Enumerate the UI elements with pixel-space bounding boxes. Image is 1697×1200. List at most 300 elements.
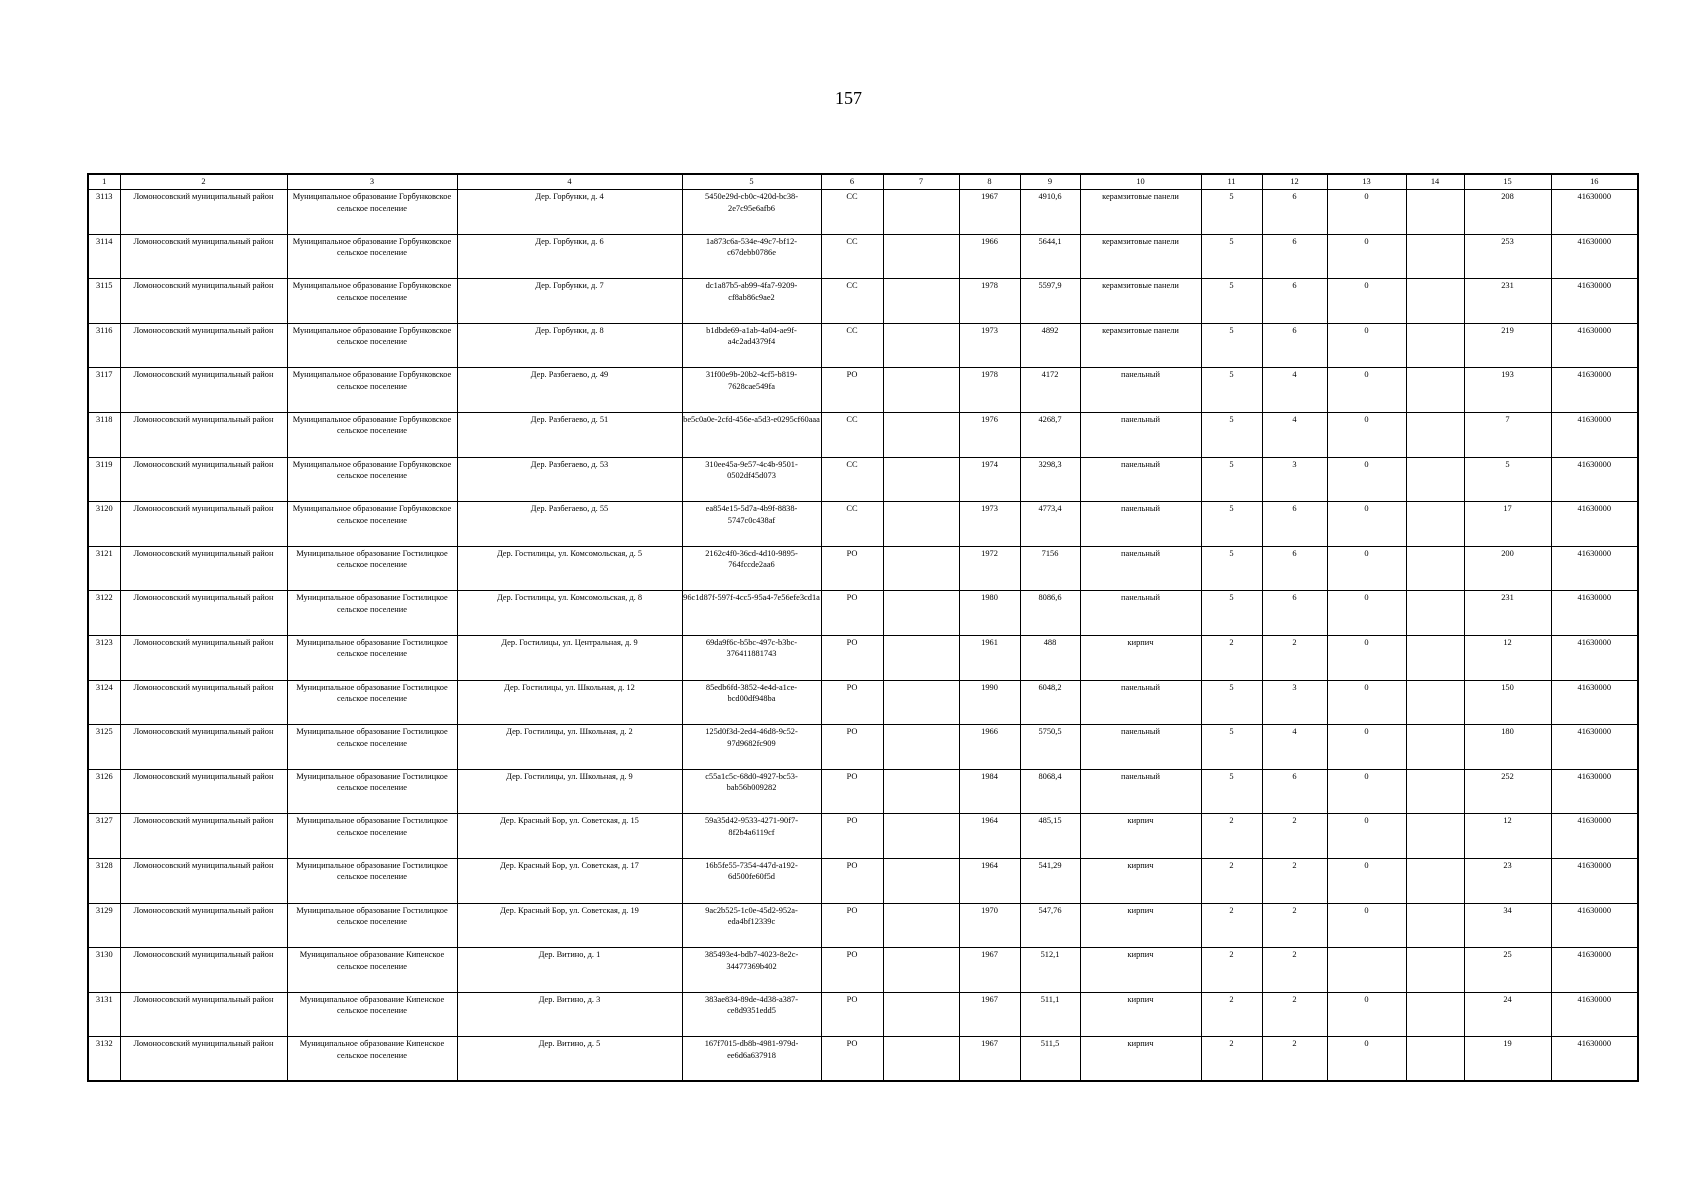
cell-residents: 17 [1464,502,1551,547]
cell-oktmo-code: 41630000 [1551,502,1638,547]
table-row [88,635,1638,680]
cell-district: Ломоносовский муниципальный район [120,412,287,457]
cell-year-built: 1966 [959,725,1020,770]
cell-year-built: 1972 [959,546,1020,591]
cell-residents: 12 [1464,635,1551,680]
cell-col-14 [1406,635,1464,680]
cell-residents: 208 [1464,190,1551,235]
cell-municipality: Муниципальное образование Гостилицкое сельское поселение [287,635,457,680]
cell-total-area: 8086,6 [1020,591,1080,636]
cell-entrances: 2 [1262,814,1327,859]
cell-row-number: 3121 [88,546,120,591]
cell-wall-material: кирпич [1080,948,1201,993]
cell-entrances: 6 [1262,769,1327,814]
cell-entrances: 3 [1262,680,1327,725]
cell-oktmo-code: 41630000 [1551,368,1638,413]
cell-district: Ломоносовский муниципальный район [120,279,287,324]
cell-wall-material: кирпич [1080,858,1201,903]
cell-year-built: 1984 [959,769,1020,814]
cell-house-guid: 125d0f3d-2ed4-46d8-9c52-97d9682fc909 [682,725,821,770]
cell-row-number: 3128 [88,858,120,903]
cell-total-area: 5644,1 [1020,234,1080,279]
cell-management-type: СС [821,457,883,502]
cell-floors: 5 [1201,769,1262,814]
cell-floors: 5 [1201,457,1262,502]
cell-municipality: Муниципальное образование Кипенское сельское поселение [287,992,457,1037]
cell-col-7 [883,725,959,770]
cell-district: Ломоносовский муниципальный район [120,635,287,680]
cell-total-area: 5597,9 [1020,279,1080,324]
cell-residents: 23 [1464,858,1551,903]
cell-house-guid: 16b5fe55-7354-447d-a192-6d500fe60f5d [682,858,821,903]
column-header-3: 3 [287,174,457,190]
cell-col-14 [1406,190,1464,235]
table-row [88,858,1638,903]
cell-floors: 2 [1201,903,1262,948]
cell-col-14 [1406,412,1464,457]
cell-district: Ломоносовский муниципальный район [120,502,287,547]
cell-col-14 [1406,948,1464,993]
cell-col-7 [883,234,959,279]
cell-house-guid: b1dbde69-a1ab-4a04-ae9f-a4c2ad4379f4 [682,323,821,368]
cell-address: Дер. Гостилицы, ул. Центральная, д. 9 [457,635,682,680]
cell-residents: 34 [1464,903,1551,948]
table-row [88,457,1638,502]
cell-col-14 [1406,457,1464,502]
cell-oktmo-code: 41630000 [1551,948,1638,993]
cell-col-13: 0 [1327,858,1406,903]
cell-house-guid: c55a1c5c-68d0-4927-bc53-bab56b009282 [682,769,821,814]
cell-floors: 5 [1201,680,1262,725]
cell-district: Ломоносовский муниципальный район [120,992,287,1037]
cell-col-7 [883,858,959,903]
cell-col-14 [1406,234,1464,279]
cell-col-7 [883,992,959,1037]
cell-house-guid: 96c1d87f-597f-4cc5-95a4-7e56efe3cd1a [682,591,821,636]
cell-col-13: 0 [1327,190,1406,235]
cell-total-area: 511,1 [1020,992,1080,1037]
cell-col-7 [883,814,959,859]
cell-district: Ломоносовский муниципальный район [120,546,287,591]
cell-floors: 5 [1201,368,1262,413]
cell-house-guid: 1a873c6a-534e-49c7-bf12-c67debb0786e [682,234,821,279]
cell-row-number: 3130 [88,948,120,993]
cell-entrances: 6 [1262,323,1327,368]
cell-row-number: 3125 [88,725,120,770]
cell-total-area: 8068,4 [1020,769,1080,814]
cell-address: Дер. Разбегаево, д. 51 [457,412,682,457]
cell-floors: 5 [1201,725,1262,770]
cell-district: Ломоносовский муниципальный район [120,903,287,948]
cell-management-type: РО [821,769,883,814]
cell-col-14 [1406,368,1464,413]
cell-address: Дер. Горбунки, д. 4 [457,190,682,235]
cell-address: Дер. Горбунки, д. 7 [457,279,682,324]
cell-district: Ломоносовский муниципальный район [120,858,287,903]
cell-house-guid: 310ee45a-9e57-4c4b-9501-0502df45d073 [682,457,821,502]
cell-row-number: 3113 [88,190,120,235]
cell-floors: 5 [1201,591,1262,636]
cell-wall-material: панельный [1080,502,1201,547]
cell-col-14 [1406,725,1464,770]
cell-address: Дер. Красный Бор, ул. Советская, д. 15 [457,814,682,859]
cell-residents: 7 [1464,412,1551,457]
cell-col-13: 0 [1327,546,1406,591]
cell-floors: 2 [1201,1037,1262,1082]
cell-year-built: 1964 [959,814,1020,859]
column-header-15: 15 [1464,174,1551,190]
cell-oktmo-code: 41630000 [1551,814,1638,859]
cell-municipality: Муниципальное образование Гостилицкое сельское поселение [287,769,457,814]
cell-entrances: 6 [1262,591,1327,636]
cell-municipality: Муниципальное образование Гостилицкое сельское поселение [287,680,457,725]
cell-entrances: 6 [1262,234,1327,279]
cell-row-number: 3117 [88,368,120,413]
cell-municipality: Муниципальное образование Гостилицкое сельское поселение [287,546,457,591]
cell-entrances: 2 [1262,1037,1327,1082]
cell-district: Ломоносовский муниципальный район [120,323,287,368]
cell-total-area: 4268,7 [1020,412,1080,457]
cell-house-guid: 385493e4-bdb7-4023-8e2c-34477369b402 [682,948,821,993]
cell-total-area: 7156 [1020,546,1080,591]
table-body [88,190,1638,1082]
cell-year-built: 1970 [959,903,1020,948]
cell-municipality: Муниципальное образование Горбунковское сельское поселение [287,279,457,324]
cell-col-13: 0 [1327,591,1406,636]
cell-management-type: РО [821,635,883,680]
cell-col-7 [883,190,959,235]
cell-management-type: РО [821,858,883,903]
cell-col-14 [1406,546,1464,591]
cell-residents: 231 [1464,591,1551,636]
cell-total-area: 547,76 [1020,903,1080,948]
table-row [88,190,1638,235]
cell-row-number: 3131 [88,992,120,1037]
cell-col-14 [1406,769,1464,814]
cell-col-7 [883,457,959,502]
page-number: 157 [835,88,862,108]
cell-col-7 [883,948,959,993]
cell-col-13: 0 [1327,725,1406,770]
cell-floors: 5 [1201,190,1262,235]
cell-wall-material: панельный [1080,546,1201,591]
cell-col-13 [1327,948,1406,993]
cell-col-13: 0 [1327,1037,1406,1082]
table-row [88,234,1638,279]
table-row [88,412,1638,457]
cell-year-built: 1967 [959,190,1020,235]
cell-total-area: 488 [1020,635,1080,680]
cell-col-14 [1406,814,1464,859]
column-header-6: 6 [821,174,883,190]
cell-wall-material: панельный [1080,412,1201,457]
column-header-9: 9 [1020,174,1080,190]
cell-floors: 5 [1201,323,1262,368]
table-row [88,769,1638,814]
cell-entrances: 3 [1262,457,1327,502]
cell-house-guid: dc1a87b5-ab99-4fa7-9209-cf8ab86c9ae2 [682,279,821,324]
cell-oktmo-code: 41630000 [1551,858,1638,903]
cell-residents: 5 [1464,457,1551,502]
cell-col-7 [883,591,959,636]
table-row [88,903,1638,948]
cell-address: Дер. Гостилицы, ул. Комсомольская, д. 8 [457,591,682,636]
cell-oktmo-code: 41630000 [1551,190,1638,235]
column-header-13: 13 [1327,174,1406,190]
cell-wall-material: керамзитовые панели [1080,323,1201,368]
cell-total-area: 3298,3 [1020,457,1080,502]
cell-residents: 24 [1464,992,1551,1037]
cell-col-13: 0 [1327,323,1406,368]
cell-municipality: Муниципальное образование Горбунковское сельское поселение [287,190,457,235]
cell-wall-material: панельный [1080,680,1201,725]
cell-residents: 180 [1464,725,1551,770]
cell-municipality: Муниципальное образование Гостилицкое сельское поселение [287,858,457,903]
cell-year-built: 1966 [959,234,1020,279]
cell-total-area: 511,5 [1020,1037,1080,1082]
cell-col-14 [1406,992,1464,1037]
cell-year-built: 1974 [959,457,1020,502]
column-header-5: 5 [682,174,821,190]
cell-wall-material: кирпич [1080,903,1201,948]
cell-floors: 2 [1201,992,1262,1037]
cell-col-13: 0 [1327,680,1406,725]
cell-wall-material: панельный [1080,725,1201,770]
cell-row-number: 3114 [88,234,120,279]
cell-address: Дер. Красный Бор, ул. Советская, д. 19 [457,903,682,948]
cell-col-7 [883,635,959,680]
cell-municipality: Муниципальное образование Горбунковское сельское поселение [287,457,457,502]
cell-address: Дер. Гостилицы, ул. Школьная, д. 2 [457,725,682,770]
cell-wall-material: кирпич [1080,814,1201,859]
table-row [88,814,1638,859]
cell-residents: 12 [1464,814,1551,859]
cell-wall-material: кирпич [1080,1037,1201,1082]
cell-row-number: 3122 [88,591,120,636]
cell-management-type: РО [821,992,883,1037]
cell-wall-material: керамзитовые панели [1080,190,1201,235]
cell-house-guid: 59a35d42-9533-4271-90f7-8f2b4a6119cf [682,814,821,859]
cell-oktmo-code: 41630000 [1551,725,1638,770]
cell-municipality: Муниципальное образование Горбунковское сельское поселение [287,368,457,413]
cell-oktmo-code: 41630000 [1551,591,1638,636]
cell-address: Дер. Разбегаево, д. 49 [457,368,682,413]
cell-col-13: 0 [1327,412,1406,457]
cell-residents: 19 [1464,1037,1551,1082]
cell-district: Ломоносовский муниципальный район [120,591,287,636]
cell-row-number: 3115 [88,279,120,324]
cell-residents: 252 [1464,769,1551,814]
cell-municipality: Муниципальное образование Кипенское сельское поселение [287,948,457,993]
cell-entrances: 2 [1262,903,1327,948]
cell-management-type: СС [821,502,883,547]
cell-municipality: Муниципальное образование Горбунковское сельское поселение [287,412,457,457]
table-row [88,591,1638,636]
cell-address: Дер. Гостилицы, ул. Школьная, д. 9 [457,769,682,814]
column-header-16: 16 [1551,174,1638,190]
cell-entrances: 2 [1262,992,1327,1037]
cell-total-area: 541,29 [1020,858,1080,903]
cell-entrances: 6 [1262,190,1327,235]
cell-residents: 150 [1464,680,1551,725]
cell-wall-material: кирпич [1080,992,1201,1037]
cell-address: Дер. Витино, д. 5 [457,1037,682,1082]
cell-residents: 231 [1464,279,1551,324]
cell-floors: 2 [1201,948,1262,993]
cell-municipality: Муниципальное образование Гостилицкое сельское поселение [287,814,457,859]
cell-management-type: СС [821,279,883,324]
cell-management-type: РО [821,368,883,413]
cell-row-number: 3119 [88,457,120,502]
cell-house-guid: 2162c4f0-36cd-4d10-9895-764fccde2aa6 [682,546,821,591]
cell-address: Дер. Горбунки, д. 6 [457,234,682,279]
cell-year-built: 1978 [959,279,1020,324]
cell-col-13: 0 [1327,457,1406,502]
cell-district: Ломоносовский муниципальный район [120,190,287,235]
cell-oktmo-code: 41630000 [1551,546,1638,591]
cell-address: Дер. Красный Бор, ул. Советская, д. 17 [457,858,682,903]
cell-row-number: 3123 [88,635,120,680]
cell-address: Дер. Горбунки, д. 8 [457,323,682,368]
cell-entrances: 2 [1262,635,1327,680]
cell-row-number: 3126 [88,769,120,814]
cell-entrances: 2 [1262,948,1327,993]
cell-col-13: 0 [1327,992,1406,1037]
cell-management-type: СС [821,234,883,279]
cell-district: Ломоносовский муниципальный район [120,814,287,859]
cell-col-13: 0 [1327,368,1406,413]
cell-oktmo-code: 41630000 [1551,279,1638,324]
cell-floors: 5 [1201,234,1262,279]
cell-address: Дер. Витино, д. 3 [457,992,682,1037]
cell-col-7 [883,546,959,591]
cell-management-type: РО [821,546,883,591]
table-row [88,546,1638,591]
cell-total-area: 4773,4 [1020,502,1080,547]
cell-year-built: 1967 [959,992,1020,1037]
cell-floors: 2 [1201,814,1262,859]
cell-col-14 [1406,502,1464,547]
cell-residents: 219 [1464,323,1551,368]
cell-district: Ломоносовский муниципальный район [120,769,287,814]
cell-year-built: 1978 [959,368,1020,413]
cell-residents: 193 [1464,368,1551,413]
cell-row-number: 3120 [88,502,120,547]
column-header-2: 2 [120,174,287,190]
cell-col-7 [883,502,959,547]
cell-address: Дер. Гостилицы, ул. Школьная, д. 12 [457,680,682,725]
table-row [88,948,1638,993]
cell-col-13: 0 [1327,769,1406,814]
cell-year-built: 1964 [959,858,1020,903]
column-header-7: 7 [883,174,959,190]
cell-municipality: Муниципальное образование Кипенское сельское поселение [287,1037,457,1082]
cell-oktmo-code: 41630000 [1551,323,1638,368]
cell-entrances: 4 [1262,725,1327,770]
cell-total-area: 512,1 [1020,948,1080,993]
cell-year-built: 1967 [959,948,1020,993]
cell-col-7 [883,279,959,324]
cell-management-type: СС [821,323,883,368]
cell-district: Ломоносовский муниципальный район [120,948,287,993]
housing-register-table [87,173,1639,1082]
cell-row-number: 3132 [88,1037,120,1082]
cell-col-7 [883,368,959,413]
cell-wall-material: керамзитовые панели [1080,234,1201,279]
cell-district: Ломоносовский муниципальный район [120,1037,287,1082]
cell-management-type: РО [821,903,883,948]
cell-management-type: РО [821,1037,883,1082]
cell-col-7 [883,769,959,814]
cell-house-guid: 5450e29d-cb0c-420d-bc38-2e7c95e6afb6 [682,190,821,235]
cell-floors: 5 [1201,546,1262,591]
cell-oktmo-code: 41630000 [1551,635,1638,680]
column-header-4: 4 [457,174,682,190]
cell-year-built: 1967 [959,1037,1020,1082]
cell-oktmo-code: 41630000 [1551,457,1638,502]
cell-house-guid: 31f00e9b-20b2-4cf5-b819-7628cae549fa [682,368,821,413]
cell-year-built: 1980 [959,591,1020,636]
cell-municipality: Муниципальное образование Горбунковское сельское поселение [287,234,457,279]
cell-col-14 [1406,591,1464,636]
cell-entrances: 6 [1262,279,1327,324]
cell-year-built: 1990 [959,680,1020,725]
column-header-10: 10 [1080,174,1201,190]
cell-management-type: РО [821,948,883,993]
cell-entrances: 4 [1262,368,1327,413]
cell-house-guid: 9ac2b525-1c0e-45d2-952a-eda4bf12339c [682,903,821,948]
cell-wall-material: панельный [1080,368,1201,413]
cell-floors: 5 [1201,502,1262,547]
cell-col-14 [1406,279,1464,324]
cell-municipality: Муниципальное образование Гостилицкое сельское поселение [287,903,457,948]
cell-year-built: 1973 [959,323,1020,368]
cell-municipality: Муниципальное образование Гостилицкое сельское поселение [287,591,457,636]
cell-residents: 25 [1464,948,1551,993]
cell-col-14 [1406,1037,1464,1082]
cell-col-14 [1406,323,1464,368]
cell-address: Дер. Гостилицы, ул. Комсомольская, д. 5 [457,546,682,591]
cell-management-type: РО [821,680,883,725]
cell-municipality: Муниципальное образование Гостилицкое сельское поселение [287,725,457,770]
cell-house-guid: 69da9f6c-b5bc-497c-b3bc-376411881743 [682,635,821,680]
cell-total-area: 4172 [1020,368,1080,413]
column-header-11: 11 [1201,174,1262,190]
cell-entrances: 4 [1262,412,1327,457]
table-row [88,1037,1638,1082]
cell-district: Ломоносовский муниципальный район [120,725,287,770]
cell-oktmo-code: 41630000 [1551,1037,1638,1082]
cell-floors: 5 [1201,279,1262,324]
cell-management-type: РО [821,591,883,636]
cell-oktmo-code: 41630000 [1551,680,1638,725]
cell-col-13: 0 [1327,502,1406,547]
cell-col-7 [883,903,959,948]
column-header-1: 1 [88,174,120,190]
cell-year-built: 1961 [959,635,1020,680]
cell-year-built: 1973 [959,502,1020,547]
cell-wall-material: кирпич [1080,635,1201,680]
cell-col-7 [883,412,959,457]
cell-management-type: РО [821,725,883,770]
cell-col-13: 0 [1327,234,1406,279]
cell-col-14 [1406,680,1464,725]
cell-total-area: 4910,6 [1020,190,1080,235]
table-row [88,680,1638,725]
column-header-8: 8 [959,174,1020,190]
cell-wall-material: панельный [1080,769,1201,814]
cell-total-area: 4892 [1020,323,1080,368]
